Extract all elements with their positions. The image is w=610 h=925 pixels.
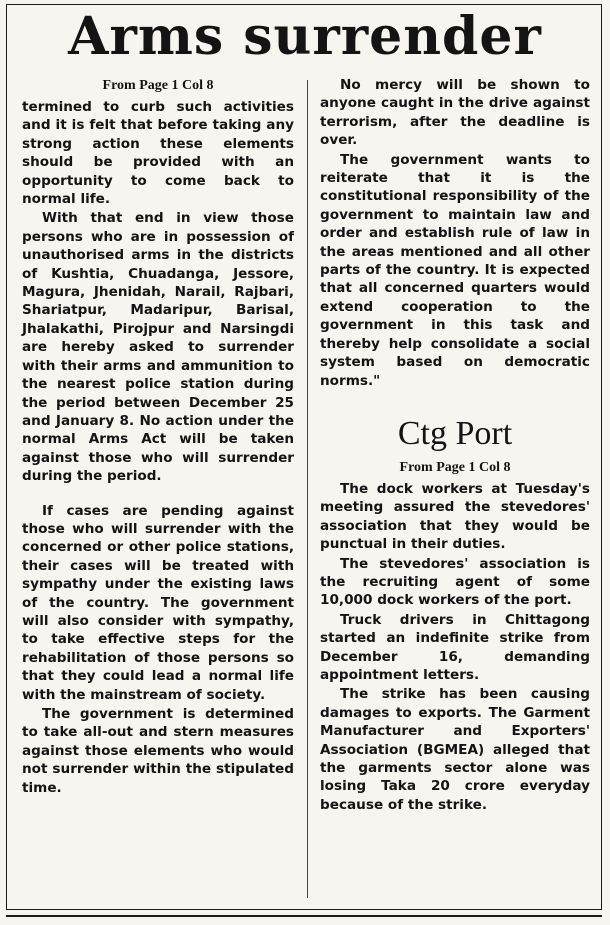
- article-paragraph: With that end in view those persons who are in possession of unauthorised arms in the districts of Kushtia, Chuadanga, Jessore, Magura, Jhenidah, Narail, Rajbari, Shariatpur, Madaripur, Barisal, Jhalakathi, Pirojpur and Narsingdi are hereby asked to surrender with their arms and ammunition to the nearest police station during the period between December 25 and January 8. No action under the normal Arms Act will be taken against those who will surrender during the period.: [22, 210, 294, 485]
- bottom-rule: [6, 915, 602, 917]
- article-paragraph: termined to curb such activities and it is felt that before taking any strong action these elements should be provided with an opportunity to come back to normal life.: [22, 99, 294, 208]
- right-column: [320, 76, 590, 814]
- article-paragraph: The stevedores' association is the recruiting agent of some 10,000 dock workers of the port.: [320, 555, 590, 609]
- article-paragraph: The strike has been causing damages to exports. The Garment Manufacturer and Exporters' Association (BGMEA) alleged that the garments sector alone was losing Taka 20 crore everyday because of the strike.: [320, 686, 590, 813]
- jump-line: From Page 1 Col 8: [399, 459, 511, 475]
- article-paragraph: The government wants to reiterate that it is the constitutional responsibility of the government to maintain law and order and establish rule of law in the areas mentioned and all other parts of the country. It is expected that all concerned quarters would extend cooperation to the government in this task and thereby help consolidate a social system based on democratic norms.": [320, 151, 590, 389]
- headline-ctg-port: Ctg Port: [397, 414, 513, 452]
- article-paragraph: The dock workers at Tuesday's meeting assured the stevedores' association that they would be punctual in their duties.: [320, 480, 590, 553]
- headline-arms-surrender: Arms surrender: [68, 6, 542, 67]
- jump-line: From Page 1 Col 8: [102, 78, 214, 93]
- article-paragraph: The government is determined to take all-out and stern measures against those elements who would not surrender within the stipulated time.: [22, 706, 294, 796]
- article-paragraph: No mercy will be shown to anyone caught in the drive against terrorism, after the deadline is over.: [320, 77, 590, 149]
- article-paragraph: Truck drivers in Chittagong started an indefinite strike from December 16, demanding appointment letters.: [320, 611, 590, 683]
- article-paragraph: If cases are pending against those who will surrender with the concerned or other police stations, their cases will be treated with sympathy under the existing laws of the country. The government will also consider with sympathy, to take effective steps for the rehabilitation of those persons so that they could lead a normal life with the mainstream of society.: [22, 502, 294, 703]
- left-column: [22, 76, 294, 797]
- column-divider: [307, 80, 308, 898]
